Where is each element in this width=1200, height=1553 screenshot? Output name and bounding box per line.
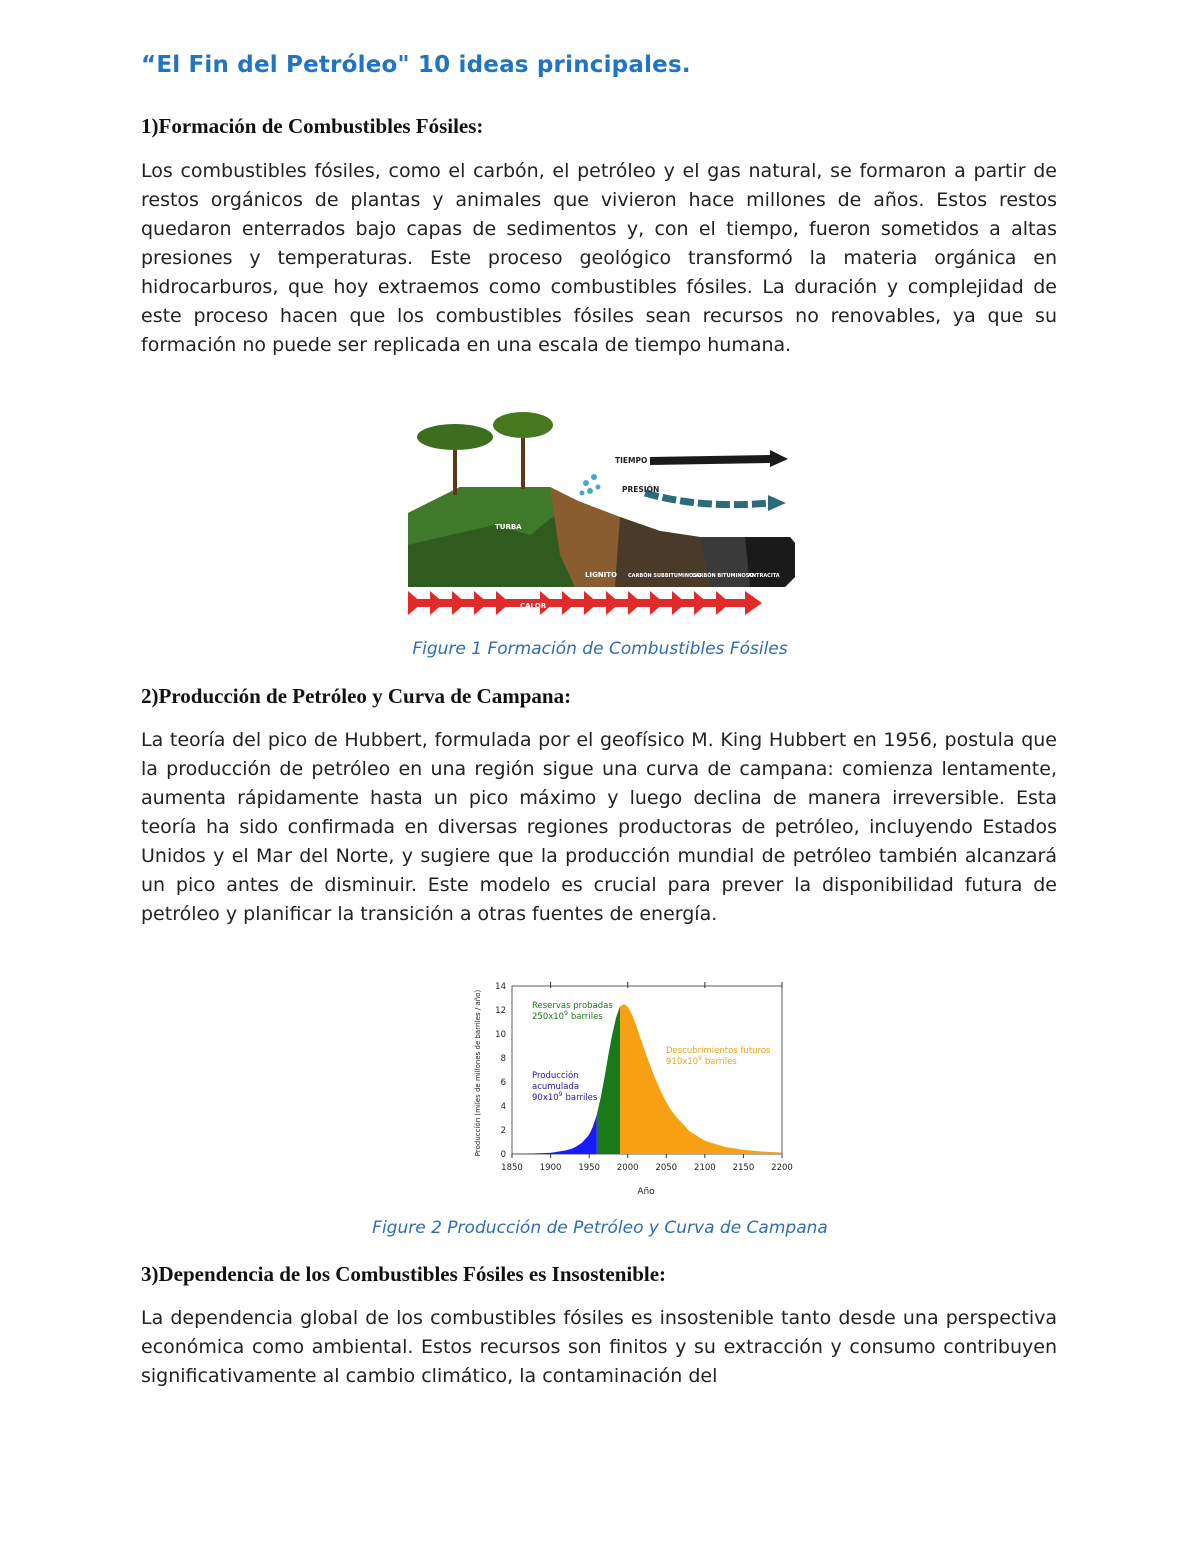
x-tick-label: 2150 xyxy=(732,1163,755,1173)
svg-text:250x109barriles: $250x10^9$ barriles xyxy=(532,1010,603,1022)
section-3-heading: 3)Dependencia de los Combustibles Fósiles es Insostenible: xyxy=(141,1262,667,1286)
tree-canopy xyxy=(493,412,553,438)
svg-text:90x109barriles: $90x10^9$ barriles xyxy=(532,1091,598,1103)
tree-trunk xyxy=(453,445,457,495)
lignite-label: LIGNITO xyxy=(585,571,617,579)
fossil-formation-figure xyxy=(400,405,800,620)
x-tick-label: 1950 xyxy=(578,1163,600,1173)
anthracite-layer xyxy=(745,537,795,587)
tree-trunk xyxy=(521,433,525,489)
section-1-heading: 1)Formación de Combustibles Fósiles: xyxy=(141,114,484,138)
y-tick-label: 0 xyxy=(500,1150,506,1160)
section-2-paragraph: La teoría del pico de Hubbert, formulada por el geofísico M. King Hubbert en 1956, postula que la producción de petróleo en una región sigue una curva de campana: comienza lentamente, aumenta rápidamente hasta un pico máximo y luego declina de manera irreversible. Esta teoría ha sido confirmada en diversas regiones productoras de petróleo, incluyendo Estados Unidos y el Mar del Norte, y sugiere que la producción mundial de petróleo también alcanzará un pico antes de disminuir. Este modelo es crucial para prever la disponibilidad futura de petróleo y planificar la transición a otras fuentes de energía. xyxy=(141,729,1057,925)
peat-label: TURBA xyxy=(495,523,522,531)
heat-label: CALOR xyxy=(520,602,547,610)
hubbert-curve-chart xyxy=(470,978,800,1203)
future-discoveries-label: Descubrimientos futuros xyxy=(666,1046,771,1056)
y-tick-label: 10 xyxy=(495,1030,506,1040)
heat-arrow xyxy=(408,591,762,615)
svg-text:910x109barriles: $910x10^9$ barriles xyxy=(666,1055,737,1067)
subbituminous-label: CARBÓN SUBBITUMINOSO xyxy=(628,573,702,579)
x-tick-label: 1850 xyxy=(501,1163,523,1173)
y-tick-label: 14 xyxy=(495,982,506,992)
pressure-water-icon xyxy=(580,474,601,496)
proven-reserves-label: Reservas probadas xyxy=(532,1001,613,1011)
pressure-arrow xyxy=(645,493,770,505)
document-title: “El Fin del Petróleo" 10 ideas principales. xyxy=(141,52,691,78)
x-tick-label: 2000 xyxy=(616,1163,639,1173)
section-3-paragraph: La dependencia global de los combustibles fósiles es insostenible tanto desde una perspectiva económica como ambiental. Estos recursos son finitos y su extracción y consumo contribuyen significativamente al cambio climático, la contaminación del xyxy=(141,1307,1057,1387)
bituminous-label: CARBÓN BITUMINOSO xyxy=(692,573,754,579)
section-1-paragraph: Los combustibles fósiles, como el carbón, el petróleo y el gas natural, se formaron a partir de restos orgánicos de plantas y animales que vivieron hace millones de años. Estos restos quedaron enterrados bajo capas de sedimentos y, con el tiempo, fueron sometidos a altas presiones y temperaturas. Este proceso geológico transformó la materia orgánica en hidrocarburos, que hoy extraemos como combustibles fósiles. La duración y complejidad de este proceso hacen que los combustibles fósiles sean recursos no renovables, ya que su formación no puede ser replicada en una escala de tiempo humana. xyxy=(141,160,1057,356)
y-axis-label: Producción (miles de millones de barriles / año) xyxy=(474,989,482,1157)
y-tick-label: 2 xyxy=(500,1126,506,1136)
x-tick-label: 2100 xyxy=(694,1163,716,1173)
x-tick-label: 1900 xyxy=(539,1163,562,1173)
section-2-heading: 2)Producción de Petróleo y Curva de Campana: xyxy=(141,684,572,708)
x-axis-label: Año xyxy=(637,1187,655,1197)
figure-1-caption: Figure 1 Formación de Combustibles Fósiles xyxy=(412,639,788,659)
x-tick-label: 2050 xyxy=(655,1163,678,1173)
anthracite-label: ANTRACITA xyxy=(748,573,780,579)
y-tick-label: 4 xyxy=(500,1102,506,1112)
proven-reserves-value: 250x10 xyxy=(532,1012,565,1022)
tree-canopy xyxy=(417,424,493,450)
pressure-label: PRESIÓN xyxy=(622,485,660,494)
x-tick-label: 2200 xyxy=(771,1163,793,1173)
future-discoveries-value: 910x10 xyxy=(666,1057,699,1067)
cumulative-production-value: 90x10 xyxy=(532,1093,559,1103)
figure-2-caption: Figure 2 Producción de Petróleo y Curva de Campana xyxy=(372,1218,828,1238)
cumulative-production-label: Producción xyxy=(532,1071,579,1081)
time-arrow xyxy=(650,450,788,467)
y-tick-label: 6 xyxy=(500,1078,506,1088)
y-tick-label: 8 xyxy=(500,1054,506,1064)
time-label: TIEMPO xyxy=(615,456,648,465)
y-tick-label: 12 xyxy=(495,1006,506,1016)
cumulative-production-label-2: acumulada xyxy=(532,1082,580,1092)
